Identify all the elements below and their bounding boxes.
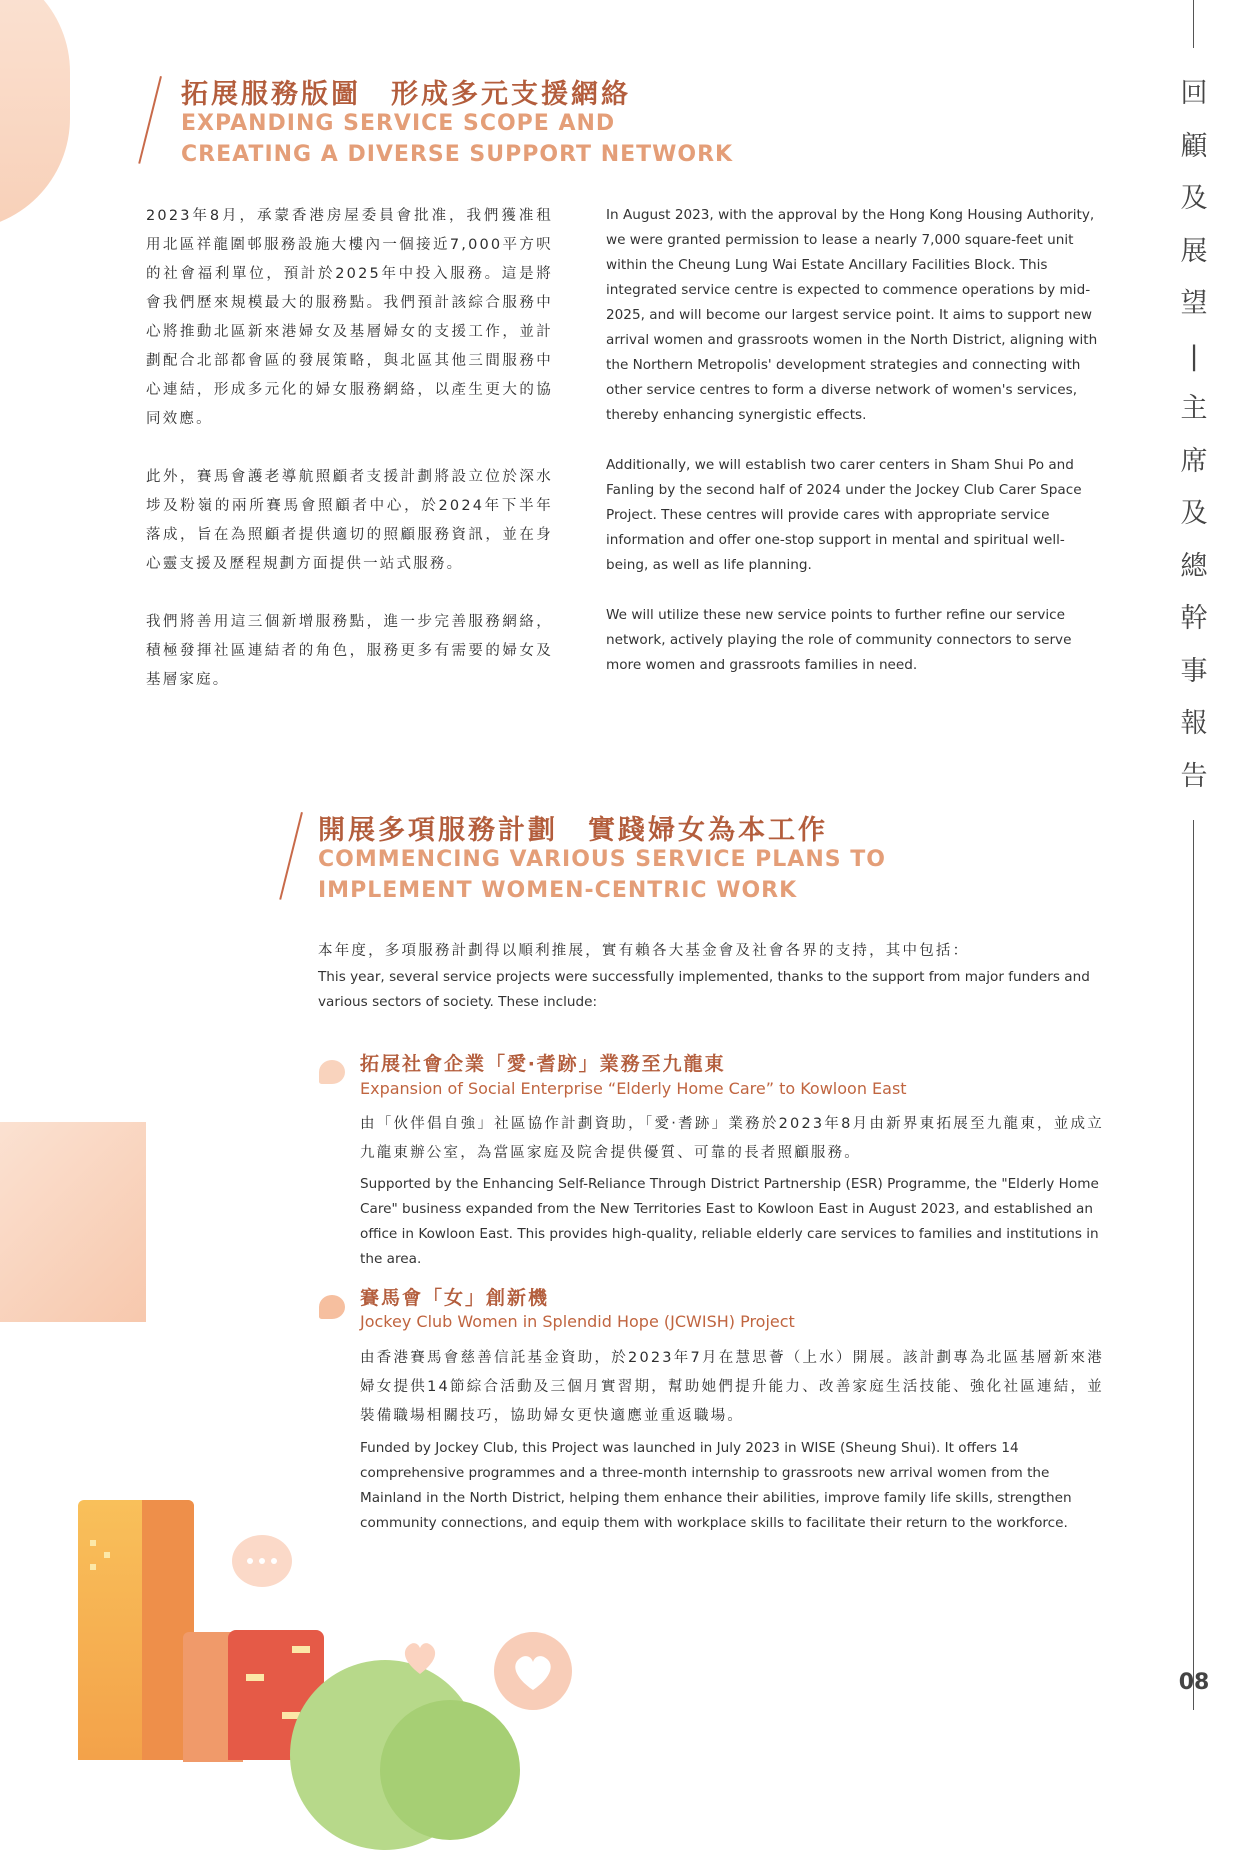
illustration-window [104, 1552, 110, 1558]
heart-bubble-icon [494, 1632, 572, 1710]
item1-body-en: Supported by the Enhancing Self-Reliance Through District Partnership (ESR) Programme, the "Elderly Home Care" business expanded from the New Territories East to Kowloon East in August 2023, and established an office in Kowloon East. This provides high-quality, reliable elderly care services to families and institutions in the area. [360, 1176, 1099, 1267]
section2-intro-zh: 本年度，多項服務計劃得以順利推展，實有賴各大基金會及社會各界的支持，其中包括： [318, 943, 970, 959]
item1-body-zh: 由「伙伴倡自強」社區協作計劃資助，「愛‧耆跡」業務於2023年8月由新界東拓展至九龍東，並成立九龍東辦公室，為當區家庭及院舍提供優質、可靠的長者照顧服務。 [360, 1116, 1104, 1161]
illustration-window [292, 1646, 310, 1653]
chat-bubble-icon [232, 1535, 292, 1587]
section1-en-paragraph: In August 2023, with the approval by the Hong Kong Housing Authority, we were granted permission to lease a nearly 7,000 square-feet unit within the Cheung Lung Wai Estate Ancillary Facilities Block. This integrated service centre is expected to commence operations by mid-2025, and will become our largest service point. It aims to support new arrival women and grassroots women in the North District, aligning with the Northern Metropolis' development strategies and connecting with other service centres to form a diverse network of women's services, thereby enhancing synergistic effects. [606, 207, 1098, 423]
heading-slash-2 [279, 812, 303, 900]
heading-slash-1 [138, 76, 162, 164]
section1-zh-paragraph: 此外，賽馬會護老導航照顧者支援計劃將設立位於深水埗及粉嶺的兩所賽馬會照顧者中心，於2024年下半年落成，旨在為照顧者提供適切的照顧服務資訊，並在身心靈支援及歷程規劃方面提供一站式服務。 [146, 469, 553, 572]
section1-zh-paragraph: 我們將善用這三個新增服務點，進一步完善服務網絡，積極發揮社區連結者的角色，服務更多有需要的婦女及基層家庭。 [146, 614, 553, 688]
section1-title-zh: 拓展服務版圖 形成多元支援網絡 [181, 79, 631, 110]
side-divider-bottom [1193, 820, 1194, 1710]
item1-title-zh: 拓展社會企業「愛‧耆跡」業務至九龍東 [360, 1053, 726, 1075]
side-section-title: 回 顧 及 展 望 | 主 席 及 總 幹 事 報 告 [1180, 78, 1208, 792]
page-number: 08 [1178, 1670, 1210, 1695]
bullet-chat-icon [319, 1060, 345, 1084]
item2-title-en: Jockey Club Women in Splendid Hope (JCWISH) Project [360, 1312, 795, 1331]
section1-en-paragraph: Additionally, we will establish two carer centers in Sham Shui Po and Fanling by the second half of 2024 under the Jockey Club Carer Space Project. These centres will provide cares with appropriate service information and offer one-stop support in mental and spiritual well-being, as well as life planning. [606, 457, 1082, 573]
section1-zh-paragraph: 2023年8月，承蒙香港房屋委員會批准，我們獲准租用北區祥龍圍邨服務設施大樓內一個接近7,000平方呎的社會福利單位，預計於2025年中投入服務。這是將會我們歷來規模最大的服務點。我們預計該綜合服務中心將推動北區新來港婦女及基層婦女的支援工作，並計劃配合北部都會區的發展策略，與北區其他三間服務中心連結，形成多元化的婦女服務網絡，以產生更大的協同效應。 [146, 208, 553, 427]
section2-title-en-line1: COMMENCING VARIOUS SERVICE PLANS TO [318, 847, 886, 872]
side-divider-top [1193, 0, 1194, 48]
illustration-window [90, 1564, 96, 1570]
illustration-window [90, 1540, 96, 1546]
section1-title-en-line2: CREATING A DIVERSE SUPPORT NETWORK [181, 142, 734, 167]
decorative-block [0, 1122, 146, 1322]
bullet-chat-icon [319, 1295, 345, 1319]
item2-title-zh: 賽馬會「女」創新機 [360, 1287, 550, 1309]
section1-en-paragraph: We will utilize these new service points to further refine our service network, actively playing the role of community connectors to serve more women and grassroots families in need. [606, 607, 1072, 673]
section1-en-column [606, 203, 1098, 678]
decorative-speech-bubble [0, 0, 70, 230]
heart-icon [400, 1640, 440, 1676]
section2-title-zh: 開展多項服務計劃 實踐婦女為本工作 [318, 815, 828, 846]
item2-body-zh: 由香港賽馬會慈善信託基金資助，於2023年7月在慧思薈（上水）開展。該計劃專為北區基層新來港婦女提供14節綜合活動及三個月實習期，幫助她們提升能力、改善家庭生活技能、強化社區連結，並裝備職場相關技巧，協助婦女更快適應並重返職場。 [360, 1350, 1104, 1424]
item1-title-en: Expansion of Social Enterprise “Elderly Home Care” to Kowloon East [360, 1079, 907, 1098]
section2-intro-en: This year, several service projects were successfully implemented, thanks to the support from major funders and various sectors of society. These include: [318, 969, 1090, 1010]
section1-zh-column [146, 202, 553, 695]
illustration-window [246, 1674, 264, 1681]
item2-body-en: Funded by Jockey Club, this Project was launched in July 2023 in WISE (Sheung Shui). It offers 14 comprehensive programmes and a three-month internship to grassroots new arrival women from the Mainland in the North District, helping them enhance their abilities, improve family life skills, strengthen community connections, and equip them with workplace skills to facilitate their return to the workforce. [360, 1440, 1072, 1531]
section2-title-en-line2: IMPLEMENT WOMEN-CENTRIC WORK [318, 878, 798, 903]
illustration-hill [380, 1700, 520, 1840]
section1-title-en-line1: EXPANDING SERVICE SCOPE AND [181, 111, 616, 136]
